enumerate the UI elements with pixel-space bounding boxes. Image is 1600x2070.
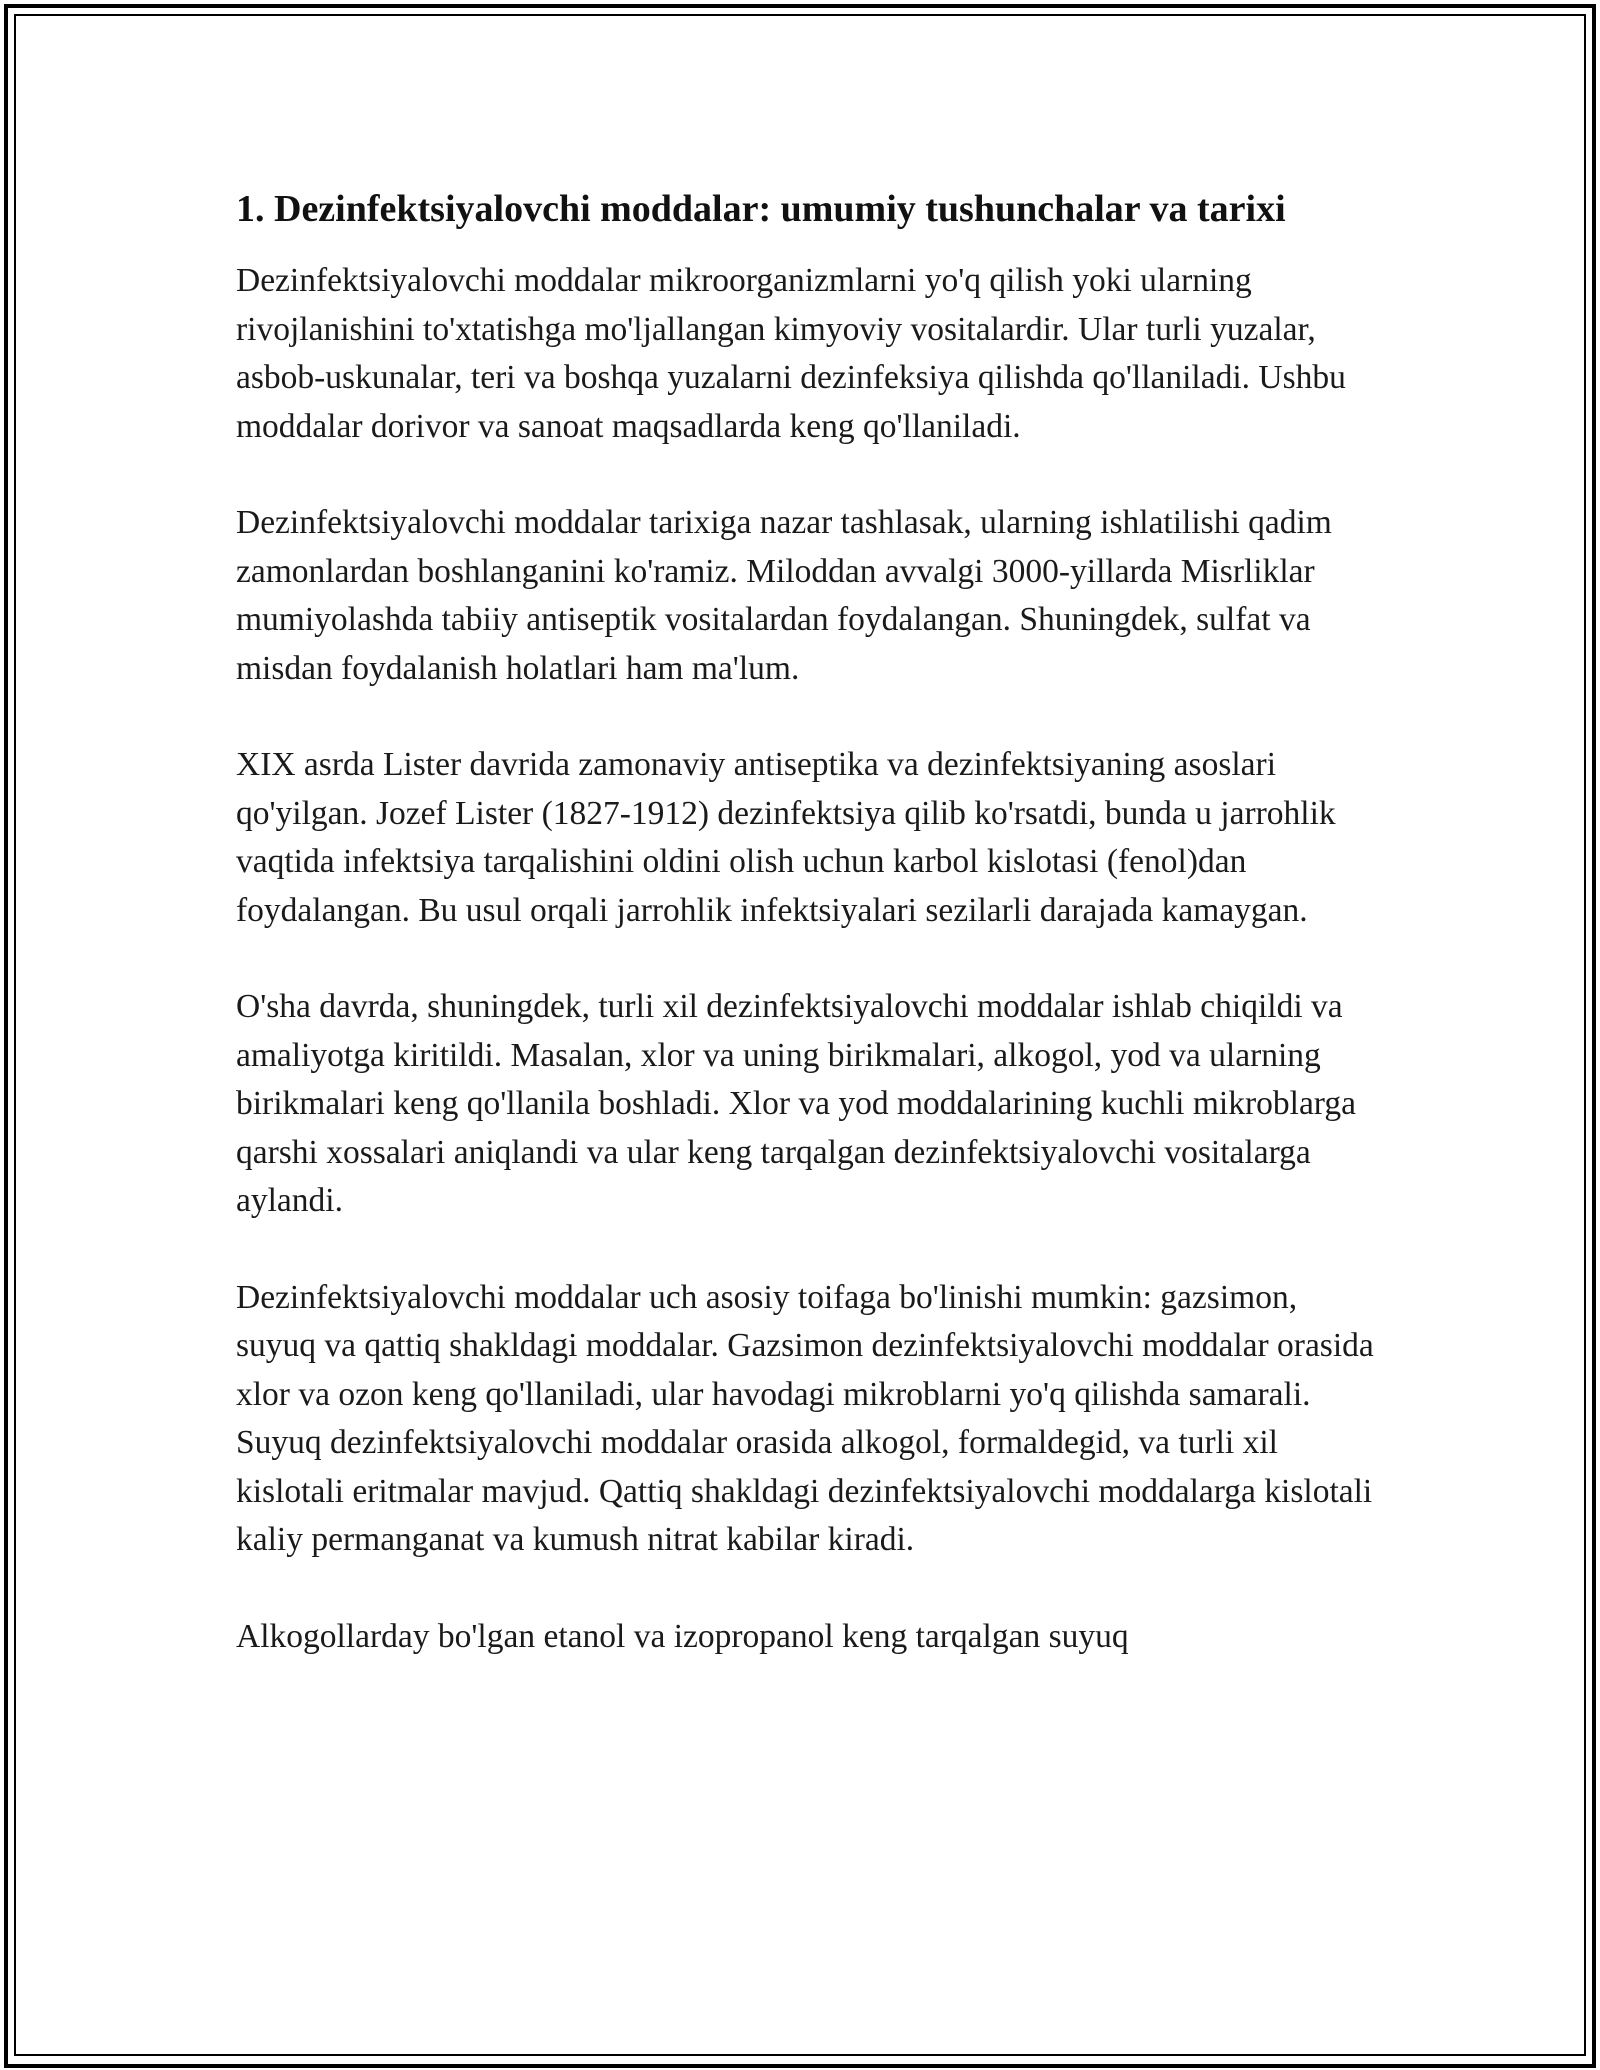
paragraph-lister: XIX asrda Lister davrida zamonaviy antiseptika va dezinfektsiyaning asoslari qo'yilgan. Jozef Lister (1827-1912) dezinfektsiya qilib ko'rsatdi, bunda u jarrohlik vaqtida infektsiya tarqalishini oldini olish uchun karbol kislotasi (fenol)dan foydalangan. Bu usul orqali jarrohlik infektsiyalari sezilarli darajada kamaygan. [236, 746, 1336, 929]
paragraph-era-substances: O'sha davrda, shuningdek, turli xil dezinfektsiyalovchi moddalar ishlab chiqildi va amaliyotga kiritildi. Masalan, xlor va uning birikmalari, alkogol, yod va ularning birikmalari keng qo'llanila boshladi. Xlor va yod moddalarining kuchli mikroblarga qarshi xossalari aniqlandi va ular keng tarqalgan dezinfektsiyalovchi vositalarga aylandi. [236, 988, 1356, 1219]
paragraph-alcohols: Alkogollarday bo'lgan etanol va izopropanol keng tarqalgan suyuq [236, 1617, 1129, 1655]
paragraph-history: Dezinfektsiyalovchi moddalar tarixiga nazar tashlasak, ularning ishlatilishi qadim zamonlardan boshlanganini ko'ramiz. Miloddan avvalgi 3000-yillarda Misrliklar mumiyolashda tabiiy antiseptik vositalardan foydalangan. Shuningdek, sulfat va misdan foydalanish holatlari ham ma'lum. [236, 504, 1332, 687]
section-heading: 1. Dezinfektsiyalovchi moddalar: umumiy tushunchalar va tarixi [236, 188, 1286, 230]
document-body [236, 182, 1376, 1709]
paragraph-definition: Dezinfektsiyalovchi moddalar mikroorganizmlarni yo'q qilish yoki ularning rivojlanishini to'xtatishga mo'ljallangan kimyoviy vositalardir. Ular turli yuzalar, asbob-uskunalar, teri va boshqa yuzalarni dezinfeksiya qilishda qo'llaniladi. Ushbu moddalar dorivor va sanoat maqsadlarda keng qo'llaniladi. [236, 262, 1346, 445]
paragraph-categories: Dezinfektsiyalovchi moddalar uch asosiy toifaga bo'linishi mumkin: gazsimon, suyuq va qattiq shakldagi moddalar. Gazsimon dezinfektsiyalovchi moddalar orasida xlor va ozon keng qo'llaniladi, ular havodagi mikroblarni yo'q qilishda samarali. Suyuq dezinfektsiyalovchi moddalar orasida alkogol, formaldegid, va turli xil kislotali eritmalar mavjud. Qattiq shakldagi dezinfektsiyalovchi moddalarga kislotali kaliy permanganat va kumush nitrat kabilar kiradi. [236, 1278, 1374, 1558]
